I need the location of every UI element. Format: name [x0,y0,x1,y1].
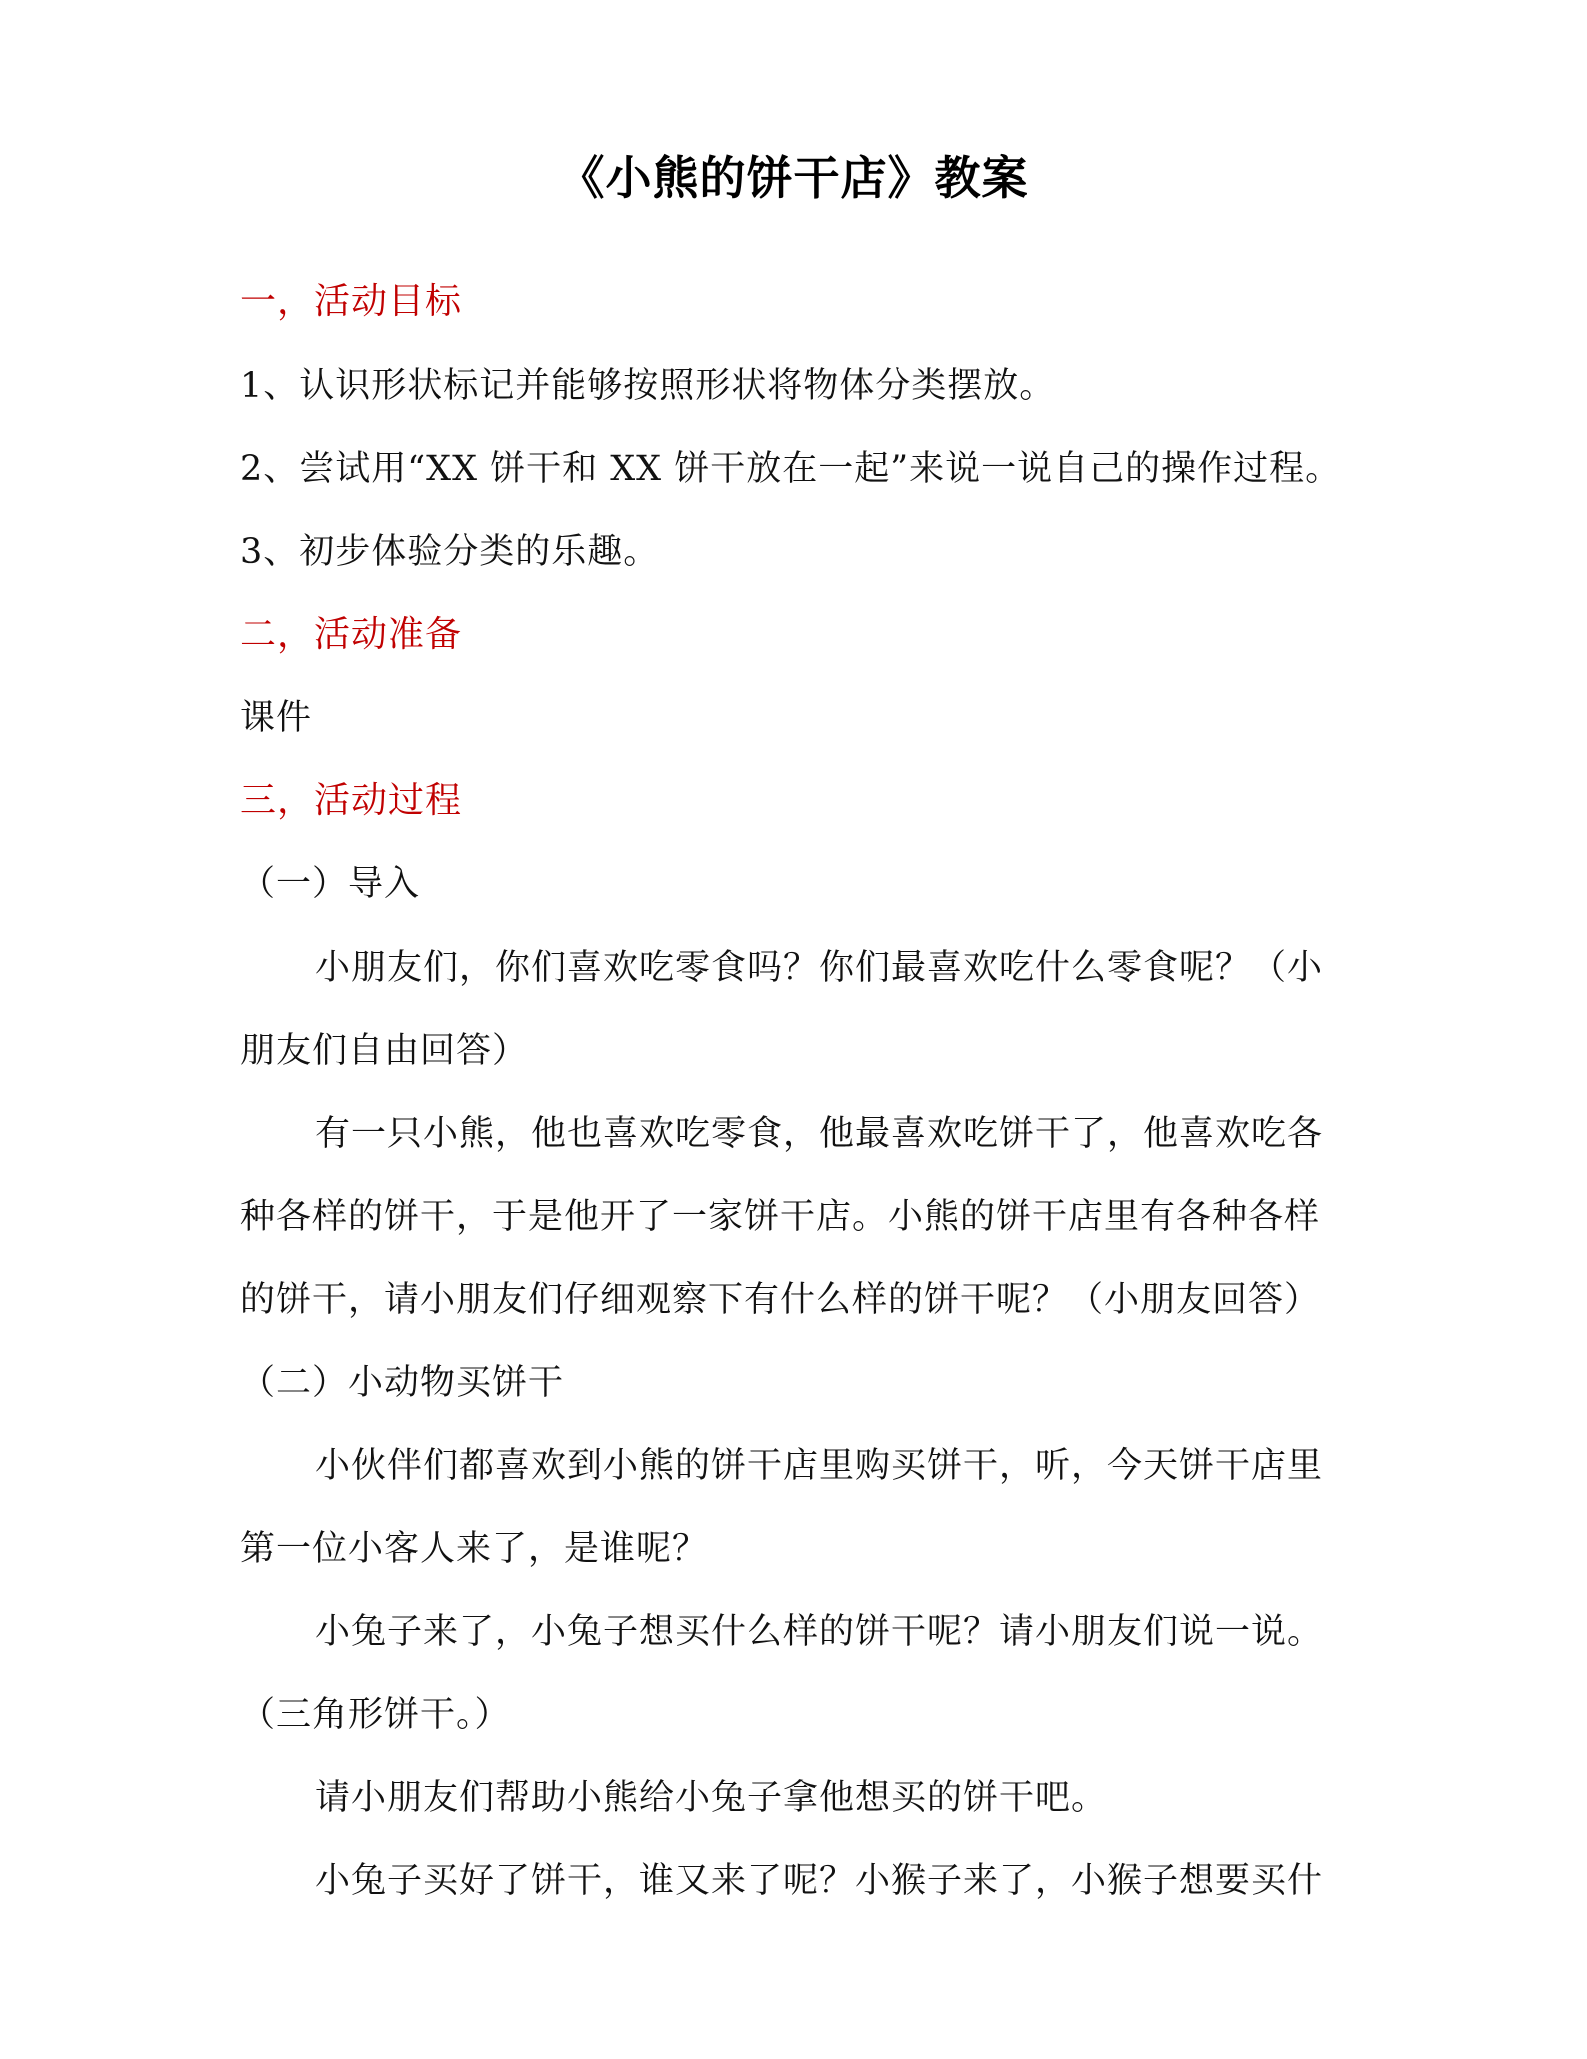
paragraph-line: 种各样的饼干，于是他开了一家饼干店。小熊的饼干店里有各种各样 [240,1197,1321,1237]
preparation-item: 课件 [240,698,313,738]
paragraph-line: 小兔子买好了饼干，谁又来了呢？小猴子来了，小猴子想要买什 [315,1861,1324,1901]
goal-item-2: 2、尝试用“XX 饼干和 XX 饼干放在一起”来说一说自己的操作过程。 [240,449,1342,489]
paragraph-line: 小朋友们，你们喜欢吃零食吗？你们最喜欢吃什么零食呢？（小 [315,948,1324,988]
document-title: 《小熊的饼干店》教案 [558,151,1029,205]
paragraph-line: 请小朋友们帮助小熊给小兔子拿他想买的饼干吧。 [315,1778,1108,1818]
goal-item-3: 3、初步体验分类的乐趣。 [240,532,660,572]
subsection-title-buying: （二）小动物买饼干 [240,1363,565,1403]
goal-item-1: 1、认识形状标记并能够按照形状将物体分类摆放。 [240,366,1056,406]
paragraph-line: 小兔子来了，小兔子想买什么样的饼干呢？请小朋友们说一说。 [315,1612,1324,1652]
paragraph-line: （三角形饼干。） [240,1695,511,1735]
paragraph-line: 小伙伴们都喜欢到小熊的饼干店里购买饼干，听，今天饼干店里 [315,1446,1324,1486]
paragraph-line: 第一位小客人来了，是谁呢？ [240,1529,709,1569]
paragraph-line: 的饼干，请小朋友们仔细观察下有什么样的饼干呢？（小朋友回答） [240,1280,1321,1320]
section-heading-preparation: 二，活动准备 [240,614,463,655]
paragraph-line: 朋友们自由回答） [240,1031,529,1071]
section-heading-goals: 一，活动目标 [240,281,463,322]
section-heading-process: 三，活动过程 [240,780,463,821]
subsection-title-intro: （一）导入 [240,864,421,904]
paragraph-line: 有一只小熊，他也喜欢吃零食，他最喜欢吃饼干了，他喜欢吃各 [315,1114,1324,1154]
